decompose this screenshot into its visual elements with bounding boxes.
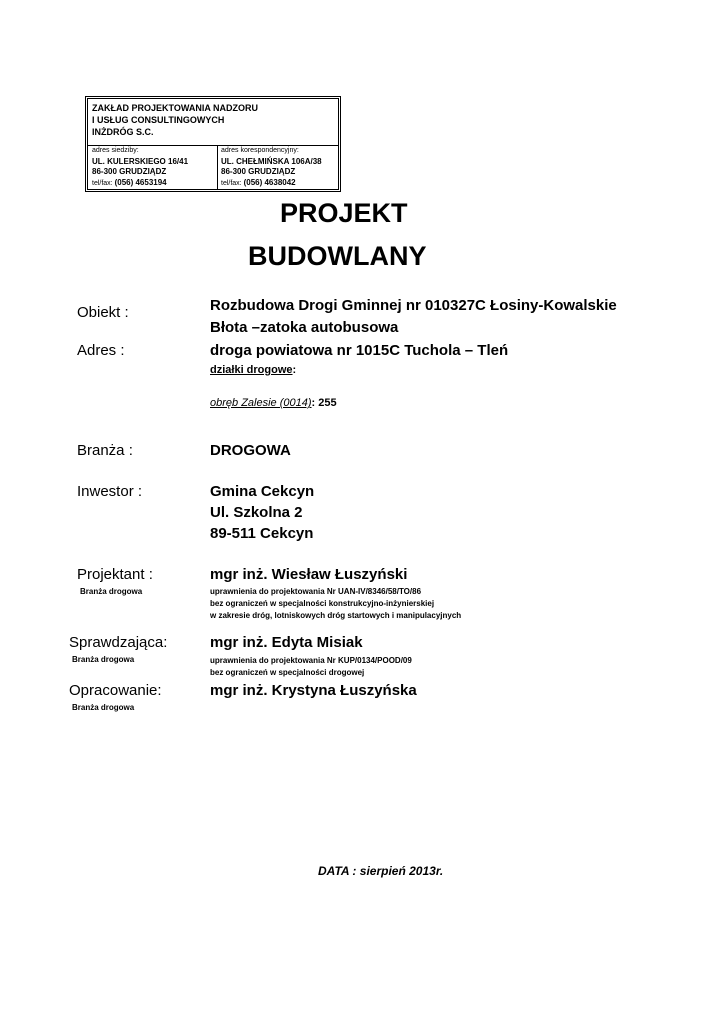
- checker-label: Sprawdzająca:: [69, 634, 168, 651]
- prepared-by-name: mgr inż. Krystyna Łuszyńska: [210, 682, 417, 699]
- precinct-colon: :: [311, 397, 319, 409]
- investor-line-2: Ul. Szkolna 2: [210, 504, 303, 521]
- plot-number: 255: [318, 397, 337, 409]
- road-plots-colon: :: [292, 364, 297, 376]
- precinct-name: obręb Zalesie (0014): [210, 397, 312, 409]
- investor-label: Inwestor :: [77, 483, 143, 500]
- object-line-2: Błota –zatoka autobusowa: [210, 319, 399, 336]
- hq-tel: (056) 4653194: [114, 177, 167, 187]
- hq-city: 86-300 GRUDZIĄDZ: [92, 167, 167, 176]
- precinct: [210, 397, 337, 409]
- industry-value: DROGOWA: [210, 442, 291, 459]
- investor-line-3: 89-511 Cekcyn: [210, 525, 314, 542]
- hq-label: adres siedziby:: [92, 147, 139, 154]
- company-name-line: INŻDRÓG S.C.: [92, 127, 154, 137]
- road-plots-label: działki drogowe: [210, 364, 293, 376]
- hq-street: UL. KULERSKIEGO 16/41: [92, 156, 189, 166]
- corr-tel: (056) 4638042: [243, 177, 296, 187]
- headquarters-address: [92, 146, 188, 189]
- designer-sub: Branża drogowa: [80, 587, 143, 596]
- road-plots: [210, 364, 296, 376]
- designer-permission-3: w zakresie dróg, lotniskowych dróg startowych i manipulacyjnych: [210, 611, 462, 620]
- address-value: droga powiatowa nr 1015C Tuchola – Tleń: [210, 342, 509, 359]
- company-header-box: [85, 96, 341, 192]
- corr-city: 86-300 GRUDZIĄDZ: [221, 167, 296, 176]
- corr-label: adres korespondencyjny:: [221, 147, 299, 154]
- company-name-line: ZAKŁAD PROJEKTOWANIA NADZORU: [92, 103, 258, 113]
- designer-permission-1: uprawnienia do projektowania Nr UAN-IV/8346/58/TO/86: [210, 587, 422, 596]
- industry-label: Branża :: [77, 442, 133, 459]
- designer-permission-2: bez ograniczeń w specjalności konstrukcyjno-inżynierskiej: [210, 599, 435, 608]
- designer-label: Projektant :: [77, 566, 153, 583]
- checker-sub: Branża drogowa: [72, 655, 135, 664]
- title-line-1: PROJEKT: [280, 198, 408, 228]
- prepared-by-sub: Branża drogowa: [72, 703, 135, 712]
- prepared-by-label: Opracowanie:: [69, 682, 162, 699]
- document-date: DATA : sierpień 2013r.: [318, 864, 444, 878]
- title-line-2: BUDOWLANY: [248, 241, 427, 271]
- correspondence-address: [221, 146, 322, 189]
- company-name: [92, 102, 258, 138]
- hq-tel-label: tel/fax:: [92, 179, 115, 187]
- checker-permission-2: bez ograniczeń w specjalności drogowej: [210, 668, 365, 677]
- corr-street: UL. CHEŁMIŃSKA 106A/38: [221, 156, 322, 166]
- address-label: Adres :: [77, 342, 125, 359]
- divider: [217, 145, 218, 189]
- company-name-line: I USŁUG CONSULTINGOWYCH: [92, 115, 225, 125]
- object-line-1: Rozbudowa Drogi Gminnej nr 010327C Łosiny-Kowalskie: [210, 297, 617, 314]
- designer-name: mgr inż. Wiesław Łuszyński: [210, 566, 408, 583]
- object-label: Obiekt :: [77, 304, 129, 321]
- checker-name: mgr inż. Edyta Misiak: [210, 634, 363, 651]
- investor-line-1: Gmina Cekcyn: [210, 483, 315, 500]
- corr-tel-label: tel/fax:: [221, 179, 244, 187]
- checker-permission-1: uprawnienia do projektowania Nr KUP/0134/POOD/09: [210, 656, 412, 665]
